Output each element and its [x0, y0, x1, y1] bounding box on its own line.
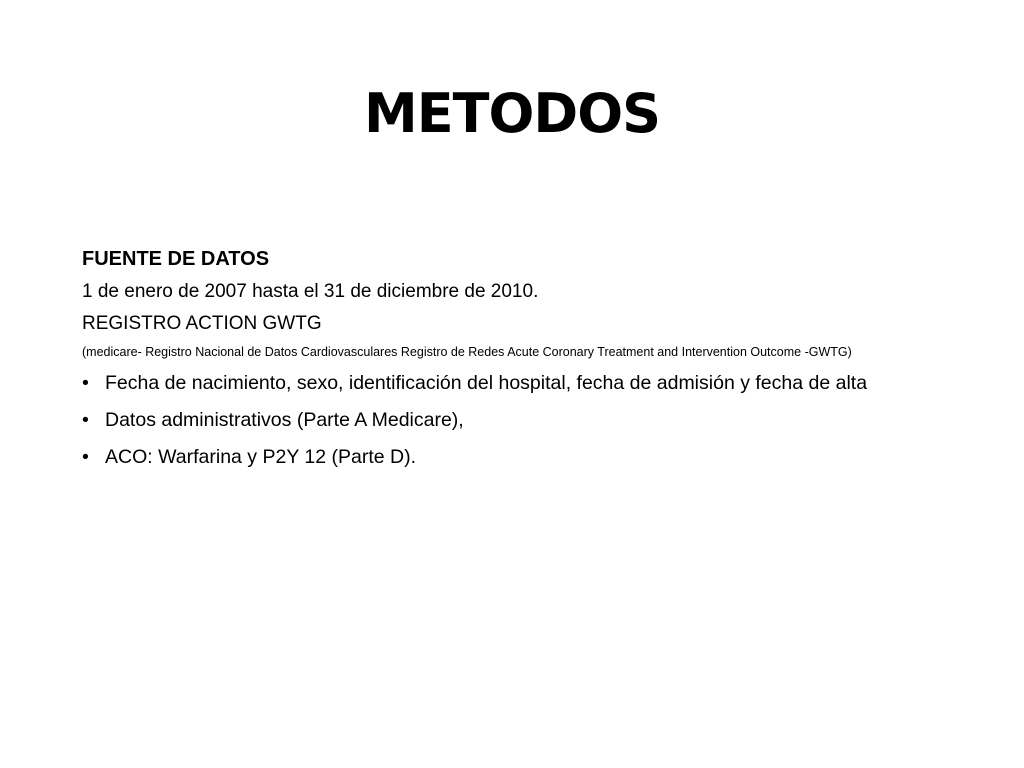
bullet-list	[82, 370, 972, 471]
slide-title: METODOS	[364, 82, 660, 145]
bullet-marker: •	[82, 446, 89, 468]
bullet-text: ACO: Warfarina y P2Y 12 (Parte D).	[105, 446, 417, 468]
slide-content	[82, 244, 972, 481]
bullet-item	[82, 407, 972, 434]
registry-name: REGISTRO ACTION GWTG	[82, 313, 322, 334]
bullet-marker: •	[82, 372, 89, 394]
bullet-item	[82, 370, 972, 397]
section-heading: FUENTE DE DATOS	[82, 248, 270, 270]
bullet-marker: •	[82, 409, 89, 431]
registry-note: (medicare- Registro Nacional de Datos Cardiovasculares Registro de Redes Acute Coronary Treatment and Intervention Outcome -GWTG)	[82, 345, 852, 359]
bullet-text: Fecha de nacimiento, sexo, identificación del hospital, fecha de admisión y fecha de alta	[105, 372, 868, 394]
bullet-text: Datos administrativos (Parte A Medicare),	[105, 409, 464, 431]
date-range: 1 de enero de 2007 hasta el 31 de diciembre de 2010.	[82, 281, 539, 302]
bullet-item	[82, 444, 972, 471]
